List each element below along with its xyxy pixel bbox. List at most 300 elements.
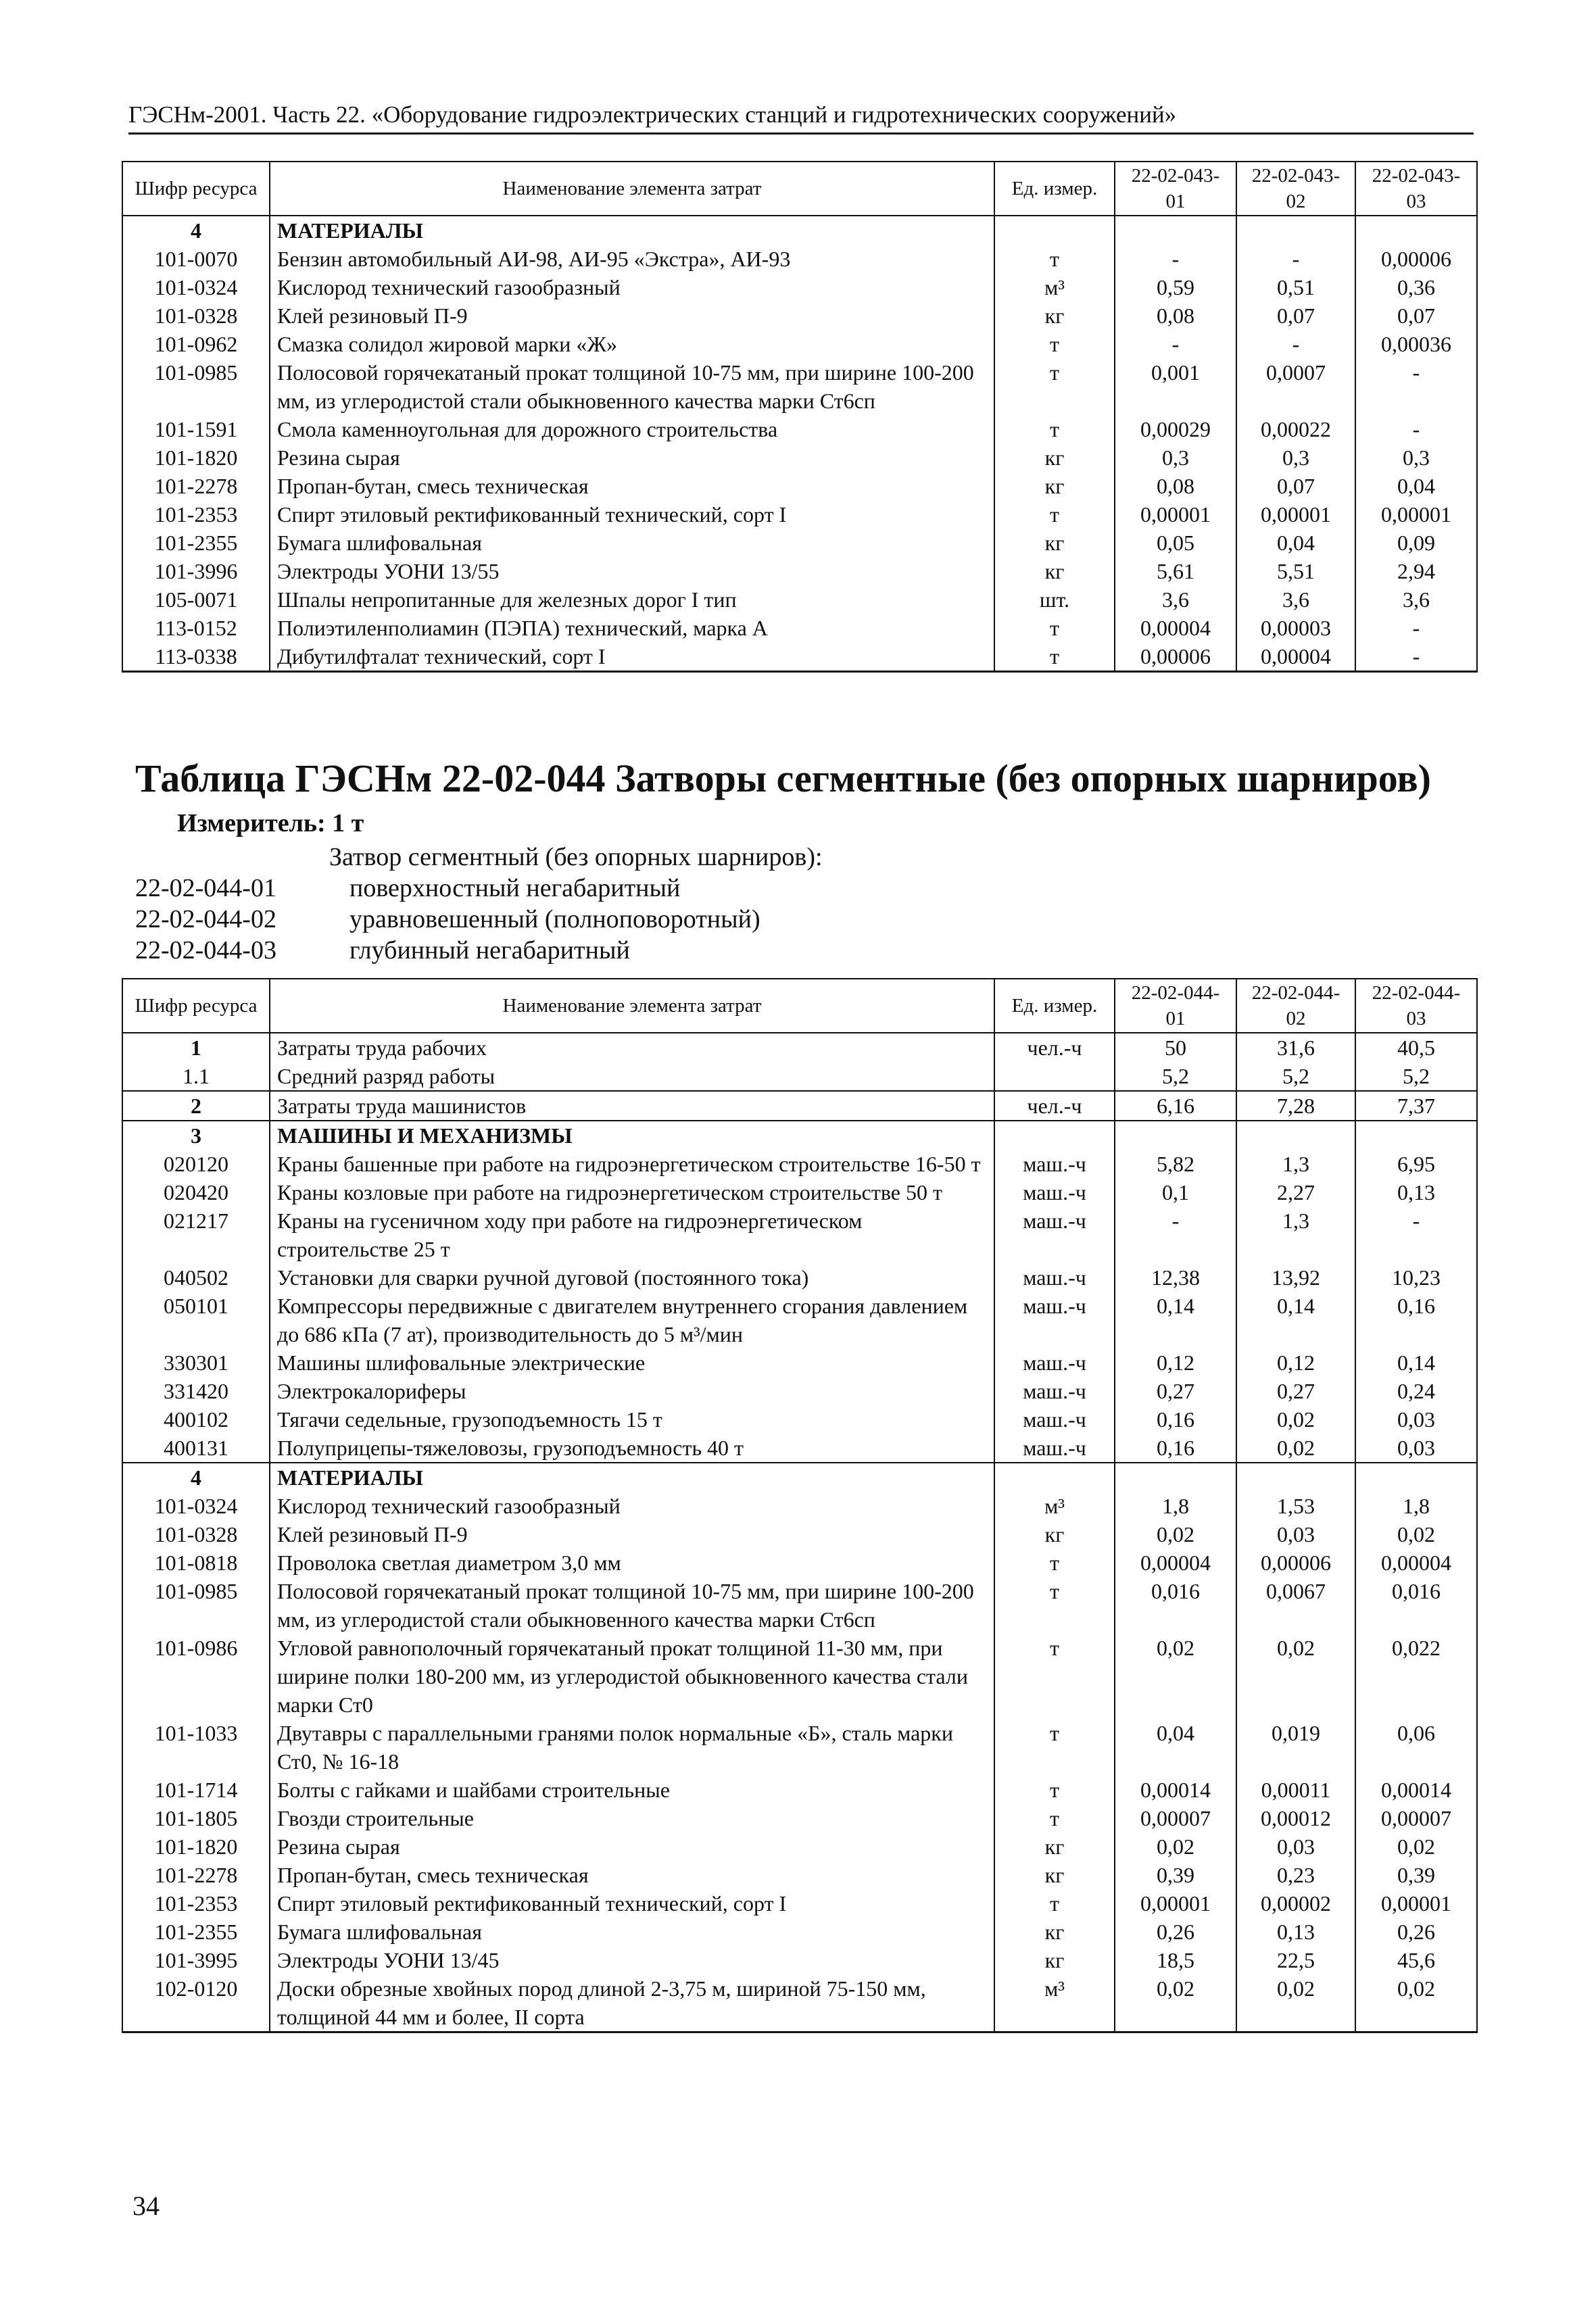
resource-unit: маш.-ч	[994, 1405, 1115, 1434]
col-name-header: Наименование элемента затрат	[270, 162, 994, 216]
value-col-3: 0,39	[1355, 1861, 1477, 1889]
resource-name: Компрессоры передвижные с двигателем внутреннего сгорания давлением до 686 кПа (7 ат), производительность до 5 м³/мин	[270, 1292, 994, 1348]
empty-cell	[1355, 216, 1477, 245]
value-col-2: -	[1236, 245, 1355, 273]
variant-row	[135, 935, 630, 965]
resource-name: Полосовой горячекатаный прокат толщиной 10-75 мм, при ширине 100-200 мм, из углеродистой стали обыкновенного качества марки Ст6сп	[270, 358, 994, 415]
resource-unit: кг	[994, 443, 1115, 472]
resource-code: 102-0120	[122, 1974, 270, 2032]
resource-code: 050101	[122, 1292, 270, 1348]
resource-name: Установки для сварки ручной дуговой (постоянного тока)	[270, 1263, 994, 1292]
value-col-1: 0,02	[1115, 1634, 1236, 1719]
col-044-01-header: 22-02-044-01	[1115, 979, 1236, 1033]
value-col-3: 0,16	[1355, 1292, 1477, 1348]
col-044-02-header: 22-02-044-02	[1236, 979, 1355, 1033]
resource-unit: кг	[994, 1918, 1115, 1946]
value-col-1: 0,00007	[1115, 1804, 1236, 1832]
resource-name: Затраты труда рабочих	[270, 1033, 994, 1062]
resource-table-043	[122, 161, 1478, 673]
resource-code: 101-0070	[122, 245, 270, 273]
value-col-3: 0,00036	[1355, 330, 1477, 358]
resource-code: 101-2353	[122, 500, 270, 529]
resource-code: 101-0324	[122, 1492, 270, 1520]
value-col-3: 0,26	[1355, 1918, 1477, 1946]
resource-name: Смола каменноугольная для дорожного строительства	[270, 415, 994, 443]
table-row	[122, 1861, 1477, 1889]
table-row	[122, 585, 1477, 614]
resource-unit: т	[994, 1804, 1115, 1832]
value-col-1: 5,2	[1115, 1062, 1236, 1091]
col-code-header: Шифр ресурса	[122, 162, 270, 216]
value-col-3: 0,03	[1355, 1434, 1477, 1463]
value-col-1: 0,00014	[1115, 1776, 1236, 1804]
value-col-3: 6,95	[1355, 1150, 1477, 1178]
resource-unit: т	[994, 1549, 1115, 1577]
col-unit-header: Ед. измер.	[994, 162, 1115, 216]
value-col-1: 0,08	[1115, 472, 1236, 500]
resource-unit: кг	[994, 1946, 1115, 1974]
value-col-1: 0,1	[1115, 1178, 1236, 1207]
value-col-2: 0,03	[1236, 1832, 1355, 1861]
value-col-2: 0,00002	[1236, 1889, 1355, 1918]
variant-row	[135, 873, 680, 903]
value-col-3: 0,07	[1355, 301, 1477, 330]
resource-unit: т	[994, 1719, 1115, 1776]
value-col-2: 0,0007	[1236, 358, 1355, 415]
value-col-3: 1,8	[1355, 1492, 1477, 1520]
resource-name: Электрокалориферы	[270, 1377, 994, 1405]
resource-name: Краны башенные при работе на гидроэнергетическом строительстве 16-50 т	[270, 1150, 994, 1178]
resource-name: Полосовой горячекатаный прокат толщиной 10-75 мм, при ширине 100-200 мм, из углеродистой стали обыкновенного качества марки Ст6сп	[270, 1577, 994, 1634]
resource-unit: кг	[994, 557, 1115, 585]
resource-unit: т	[994, 245, 1115, 273]
section-code: 4	[122, 216, 270, 245]
table-row	[122, 1974, 1477, 2032]
value-col-2: 0,12	[1236, 1348, 1355, 1377]
value-col-1: 0,16	[1115, 1434, 1236, 1463]
resource-unit: кг	[994, 529, 1115, 557]
resource-code: 040502	[122, 1263, 270, 1292]
table-row	[122, 1434, 1477, 1463]
value-col-1: 0,39	[1115, 1861, 1236, 1889]
table-row	[122, 358, 1477, 415]
resource-code: 101-1820	[122, 443, 270, 472]
resource-name: Резина сырая	[270, 443, 994, 472]
value-col-2: 5,51	[1236, 557, 1355, 585]
resource-unit: т	[994, 614, 1115, 642]
table-row	[122, 1776, 1477, 1804]
value-col-2: 0,02	[1236, 1634, 1355, 1719]
table-title: Таблица ГЭСНм 22-02-044 Затворы сегментные (без опорных шарниров)	[135, 756, 1431, 800]
value-col-3: 0,02	[1355, 1974, 1477, 2032]
table-row	[122, 245, 1477, 273]
value-col-2: 0,02	[1236, 1405, 1355, 1434]
value-col-1: -	[1115, 245, 1236, 273]
resource-unit: т	[994, 1634, 1115, 1719]
resource-unit: т	[994, 500, 1115, 529]
resource-name: Спирт этиловый ректификованный технический, сорт I	[270, 500, 994, 529]
value-col-3: 0,00001	[1355, 500, 1477, 529]
page-number: 34	[132, 2191, 160, 2221]
value-col-1: 0,001	[1115, 358, 1236, 415]
col-044-03-header: 22-02-044-03	[1355, 979, 1477, 1033]
empty-cell	[1236, 1121, 1355, 1150]
resource-unit: т	[994, 358, 1115, 415]
value-col-1: 0,00004	[1115, 614, 1236, 642]
value-col-1: 12,38	[1115, 1263, 1236, 1292]
resource-unit: кг	[994, 301, 1115, 330]
resource-name: Кислород технический газообразный	[270, 273, 994, 301]
value-col-1: 0,16	[1115, 1405, 1236, 1434]
group-title: Затвор сегментный (без опорных шарниров):	[329, 843, 823, 871]
table-row	[122, 1377, 1477, 1405]
section-title: МАШИНЫ И МЕХАНИЗМЫ	[270, 1121, 994, 1150]
section-header-row	[122, 216, 1477, 245]
value-col-3: 0,14	[1355, 1348, 1477, 1377]
value-col-2: 0,0067	[1236, 1577, 1355, 1634]
value-col-3: 0,04	[1355, 472, 1477, 500]
resource-code: 400102	[122, 1405, 270, 1434]
value-col-3: 3,6	[1355, 585, 1477, 614]
table-row	[122, 1889, 1477, 1918]
value-col-2: 7,28	[1236, 1091, 1355, 1121]
value-col-3: 0,00014	[1355, 1776, 1477, 1804]
variant-code: 22-02-044-02	[135, 905, 276, 933]
resource-unit: м³	[994, 1492, 1115, 1520]
table-row	[122, 1549, 1477, 1577]
value-col-2: 0,00011	[1236, 1776, 1355, 1804]
value-col-3: 2,94	[1355, 557, 1477, 585]
resource-name: Гвозди строительные	[270, 1804, 994, 1832]
value-col-2: 0,3	[1236, 443, 1355, 472]
resource-unit: кг	[994, 1832, 1115, 1861]
value-col-2: 13,92	[1236, 1263, 1355, 1292]
table-row	[122, 529, 1477, 557]
resource-code: 113-0338	[122, 642, 270, 672]
value-col-3: 0,06	[1355, 1719, 1477, 1776]
value-col-1: -	[1115, 1207, 1236, 1263]
resource-name: Полуприцепы-тяжеловозы, грузоподъемность 40 т	[270, 1434, 994, 1463]
table-row	[122, 1492, 1477, 1520]
col-name-header: Наименование элемента затрат	[270, 979, 994, 1033]
value-col-2: 0,51	[1236, 273, 1355, 301]
value-col-1: 5,82	[1115, 1150, 1236, 1178]
value-col-1: 0,02	[1115, 1832, 1236, 1861]
value-col-2: 0,02	[1236, 1434, 1355, 1463]
resource-code: 101-3996	[122, 557, 270, 585]
value-col-2: 1,53	[1236, 1492, 1355, 1520]
table-row	[122, 1946, 1477, 1974]
value-col-1: 0,05	[1115, 529, 1236, 557]
value-col-1: 0,00004	[1115, 1549, 1236, 1577]
value-col-1: 0,02	[1115, 1520, 1236, 1549]
value-col-3: 0,00006	[1355, 245, 1477, 273]
resource-code: 101-0328	[122, 301, 270, 330]
value-col-2: 0,019	[1236, 1719, 1355, 1776]
value-col-3: 10,23	[1355, 1263, 1477, 1292]
value-col-2: 0,00012	[1236, 1804, 1355, 1832]
value-col-1: 0,3	[1115, 443, 1236, 472]
resource-code: 101-0985	[122, 358, 270, 415]
resource-name: Клей резиновый П-9	[270, 1520, 994, 1549]
value-col-1: 0,12	[1115, 1348, 1236, 1377]
resource-name: Бензин автомобильный АИ-98, АИ-95 «Экстра», АИ-93	[270, 245, 994, 273]
empty-cell	[1355, 1463, 1477, 1492]
table-row	[122, 1520, 1477, 1549]
resource-unit: м³	[994, 273, 1115, 301]
resource-code: 330301	[122, 1348, 270, 1377]
empty-cell	[994, 216, 1115, 245]
table-row	[122, 415, 1477, 443]
value-col-2: 0,07	[1236, 472, 1355, 500]
resource-code: 1	[122, 1033, 270, 1062]
value-col-1: 3,6	[1115, 585, 1236, 614]
table-row	[122, 1634, 1477, 1719]
value-col-3: 7,37	[1355, 1091, 1477, 1121]
value-col-3: 5,2	[1355, 1062, 1477, 1091]
table-row	[122, 472, 1477, 500]
table-row	[122, 1033, 1477, 1062]
resource-code: 101-2355	[122, 1918, 270, 1946]
value-col-2: 5,2	[1236, 1062, 1355, 1091]
value-col-1: -	[1115, 330, 1236, 358]
resource-code: 1.1	[122, 1062, 270, 1091]
resource-unit: т	[994, 330, 1115, 358]
table-row	[122, 1577, 1477, 1634]
resource-unit: маш.-ч	[994, 1292, 1115, 1348]
resource-unit: маш.-ч	[994, 1150, 1115, 1178]
table-row	[122, 1263, 1477, 1292]
value-col-1: 0,00001	[1115, 500, 1236, 529]
resource-unit: маш.-ч	[994, 1348, 1115, 1377]
value-col-3: -	[1355, 642, 1477, 672]
value-col-2: 0,00003	[1236, 614, 1355, 642]
resource-unit	[994, 1062, 1115, 1091]
resource-unit: маш.-ч	[994, 1178, 1115, 1207]
value-col-1: 0,00006	[1115, 642, 1236, 672]
resource-name: Спирт этиловый ректификованный технический, сорт I	[270, 1889, 994, 1918]
variant-code: 22-02-044-01	[135, 874, 276, 902]
value-col-1: 5,61	[1115, 557, 1236, 585]
value-col-3: 45,6	[1355, 1946, 1477, 1974]
value-col-2: 0,07	[1236, 301, 1355, 330]
table-row	[122, 1150, 1477, 1178]
value-col-3: 0,3	[1355, 443, 1477, 472]
resource-name: Полиэтиленполиамин (ПЭПА) технический, марка А	[270, 614, 994, 642]
section-header-row	[122, 1463, 1477, 1492]
resource-code: 101-3995	[122, 1946, 270, 1974]
section-code: 3	[122, 1121, 270, 1150]
value-col-2: 0,14	[1236, 1292, 1355, 1348]
table-row	[122, 642, 1477, 672]
value-col-3: 0,36	[1355, 273, 1477, 301]
value-col-2: 0,00004	[1236, 642, 1355, 672]
variant-name: уравновешенный (полноповоротный)	[349, 905, 760, 933]
resource-code: 101-2278	[122, 472, 270, 500]
table-row	[122, 330, 1477, 358]
resource-code: 101-1033	[122, 1719, 270, 1776]
value-col-1: 0,016	[1115, 1577, 1236, 1634]
resource-name: Дибутилфталат технический, сорт I	[270, 642, 994, 672]
resource-name: Средний разряд работы	[270, 1062, 994, 1091]
value-col-3: 0,022	[1355, 1634, 1477, 1719]
value-col-3: 0,24	[1355, 1377, 1477, 1405]
empty-cell	[1236, 1463, 1355, 1492]
value-col-1: 1,8	[1115, 1492, 1236, 1520]
col-code-header: Шифр ресурса	[122, 979, 270, 1033]
col-043-03-header: 22-02-043-03	[1355, 162, 1477, 216]
table1-body	[122, 216, 1477, 672]
col-unit-header: Ед. измер.	[994, 979, 1115, 1033]
value-col-3: 0,02	[1355, 1832, 1477, 1861]
value-col-3: 0,09	[1355, 529, 1477, 557]
value-col-2: 0,00001	[1236, 500, 1355, 529]
value-col-2: 22,5	[1236, 1946, 1355, 1974]
resource-code: 113-0152	[122, 614, 270, 642]
value-col-3: 0,02	[1355, 1520, 1477, 1549]
resource-name: Краны козловые при работе на гидроэнергетическом строительстве 50 т	[270, 1178, 994, 1207]
table-row	[122, 301, 1477, 330]
resource-unit: т	[994, 1776, 1115, 1804]
measure-unit: Измеритель: 1 т	[177, 809, 364, 837]
table-row	[122, 1062, 1477, 1091]
resource-code: 105-0071	[122, 585, 270, 614]
value-col-3: -	[1355, 358, 1477, 415]
running-header: ГЭСНм-2001. Часть 22. «Оборудование гидроэлектрических станций и гидротехнических сооружений»	[128, 101, 1474, 135]
value-col-3: 0,016	[1355, 1577, 1477, 1634]
resource-name: Шпалы непропитанные для железных дорог I тип	[270, 585, 994, 614]
table-row	[122, 1918, 1477, 1946]
resource-name: Пропан-бутан, смесь техническая	[270, 472, 994, 500]
table-row	[122, 1405, 1477, 1434]
resource-unit: шт.	[994, 585, 1115, 614]
value-col-1: 0,02	[1115, 1974, 1236, 2032]
resource-unit: т	[994, 1577, 1115, 1634]
table-row	[122, 1804, 1477, 1832]
resource-unit: кг	[994, 1520, 1115, 1549]
col-043-02-header: 22-02-043-02	[1236, 162, 1355, 216]
resource-name: Бумага шлифовальная	[270, 529, 994, 557]
empty-cell	[1115, 1121, 1236, 1150]
table2-body	[122, 1033, 1477, 2032]
value-col-2: 0,23	[1236, 1861, 1355, 1889]
table-row	[122, 500, 1477, 529]
variant-name: глубинный негабаритный	[349, 936, 630, 965]
resource-name: Доски обрезные хвойных пород длиной 2-3,75 м, шириной 75-150 мм, толщиной 44 мм и более, II сорта	[270, 1974, 994, 2032]
resource-unit: т	[994, 642, 1115, 672]
value-col-2: -	[1236, 330, 1355, 358]
value-col-3: -	[1355, 1207, 1477, 1263]
value-col-3: 0,00007	[1355, 1804, 1477, 1832]
table-row	[122, 1292, 1477, 1348]
resource-name: Бумага шлифовальная	[270, 1918, 994, 1946]
empty-cell	[1355, 1121, 1477, 1150]
value-col-3: -	[1355, 415, 1477, 443]
resource-unit: кг	[994, 1861, 1115, 1889]
resource-name: Резина сырая	[270, 1832, 994, 1861]
resource-unit: маш.-ч	[994, 1434, 1115, 1463]
variant-name: поверхностный негабаритный	[349, 874, 681, 902]
value-col-1: 0,00001	[1115, 1889, 1236, 1918]
resource-code: 020120	[122, 1150, 270, 1178]
value-col-2: 0,27	[1236, 1377, 1355, 1405]
value-col-2: 0,13	[1236, 1918, 1355, 1946]
table-row	[122, 1178, 1477, 1207]
table-row	[122, 1832, 1477, 1861]
resource-name: Тягачи седельные, грузоподъемность 15 т	[270, 1405, 994, 1434]
resource-code: 400131	[122, 1434, 270, 1463]
section-header-row	[122, 1121, 1477, 1150]
value-col-3: -	[1355, 614, 1477, 642]
resource-name: Болты с гайками и шайбами строительные	[270, 1776, 994, 1804]
resource-name: Клей резиновый П-9	[270, 301, 994, 330]
variant-row	[135, 904, 760, 934]
value-col-1: 0,00029	[1115, 415, 1236, 443]
section-code: 4	[122, 1463, 270, 1492]
value-col-1: 0,04	[1115, 1719, 1236, 1776]
resource-code: 101-2355	[122, 529, 270, 557]
table-row	[122, 1348, 1477, 1377]
resource-name: Электроды УОНИ 13/45	[270, 1946, 994, 1974]
resource-unit: маш.-ч	[994, 1263, 1115, 1292]
resource-unit: чел.-ч	[994, 1033, 1115, 1062]
resource-code: 331420	[122, 1377, 270, 1405]
resource-unit: маш.-ч	[994, 1377, 1115, 1405]
resource-name: Электроды УОНИ 13/55	[270, 557, 994, 585]
value-col-2: 31,6	[1236, 1033, 1355, 1062]
value-col-2: 0,03	[1236, 1520, 1355, 1549]
value-col-1: 0,27	[1115, 1377, 1236, 1405]
empty-cell	[994, 1121, 1115, 1150]
resource-name: Машины шлифовальные электрические	[270, 1348, 994, 1377]
resource-code: 101-1805	[122, 1804, 270, 1832]
resource-code: 020420	[122, 1178, 270, 1207]
value-col-2: 1,3	[1236, 1207, 1355, 1263]
resource-unit: т	[994, 1889, 1115, 1918]
value-col-1: 18,5	[1115, 1946, 1236, 1974]
value-col-2: 2,27	[1236, 1178, 1355, 1207]
resource-unit: т	[994, 415, 1115, 443]
value-col-1: 6,16	[1115, 1091, 1236, 1121]
resource-name: Пропан-бутан, смесь техническая	[270, 1861, 994, 1889]
table-row	[122, 1719, 1477, 1776]
value-col-2: 1,3	[1236, 1150, 1355, 1178]
resource-name: Затраты труда машинистов	[270, 1091, 994, 1121]
resource-code: 021217	[122, 1207, 270, 1263]
resource-code: 101-1591	[122, 415, 270, 443]
resource-code: 101-2278	[122, 1861, 270, 1889]
resource-name: Смазка солидол жировой марки «Ж»	[270, 330, 994, 358]
variant-code: 22-02-044-03	[135, 936, 276, 965]
resource-code: 101-0324	[122, 273, 270, 301]
section-title: МАТЕРИАЛЫ	[270, 216, 994, 245]
value-col-1: 0,26	[1115, 1918, 1236, 1946]
value-col-3: 40,5	[1355, 1033, 1477, 1062]
resource-name: Краны на гусеничном ходу при работе на гидроэнергетическом строительстве 25 т	[270, 1207, 994, 1263]
resource-name: Двутавры с параллельными гранями полок нормальные «Б», сталь марки Ст0, № 16-18	[270, 1719, 994, 1776]
value-col-2: 0,00022	[1236, 415, 1355, 443]
value-col-3: 0,00001	[1355, 1889, 1477, 1918]
resource-name: Угловой равнополочный горячекатаный прокат толщиной 11-30 мм, при ширине полки 180-200 мм, из углеродистой обыкновенного качества стали марки Ст0	[270, 1634, 994, 1719]
resource-table-044	[122, 978, 1478, 2033]
resource-name: Кислород технический газообразный	[270, 1492, 994, 1520]
resource-code: 101-0818	[122, 1549, 270, 1577]
resource-code: 101-0985	[122, 1577, 270, 1634]
table-row	[122, 557, 1477, 585]
table-row	[122, 443, 1477, 472]
value-col-1: 0,59	[1115, 273, 1236, 301]
table-row	[122, 1207, 1477, 1263]
